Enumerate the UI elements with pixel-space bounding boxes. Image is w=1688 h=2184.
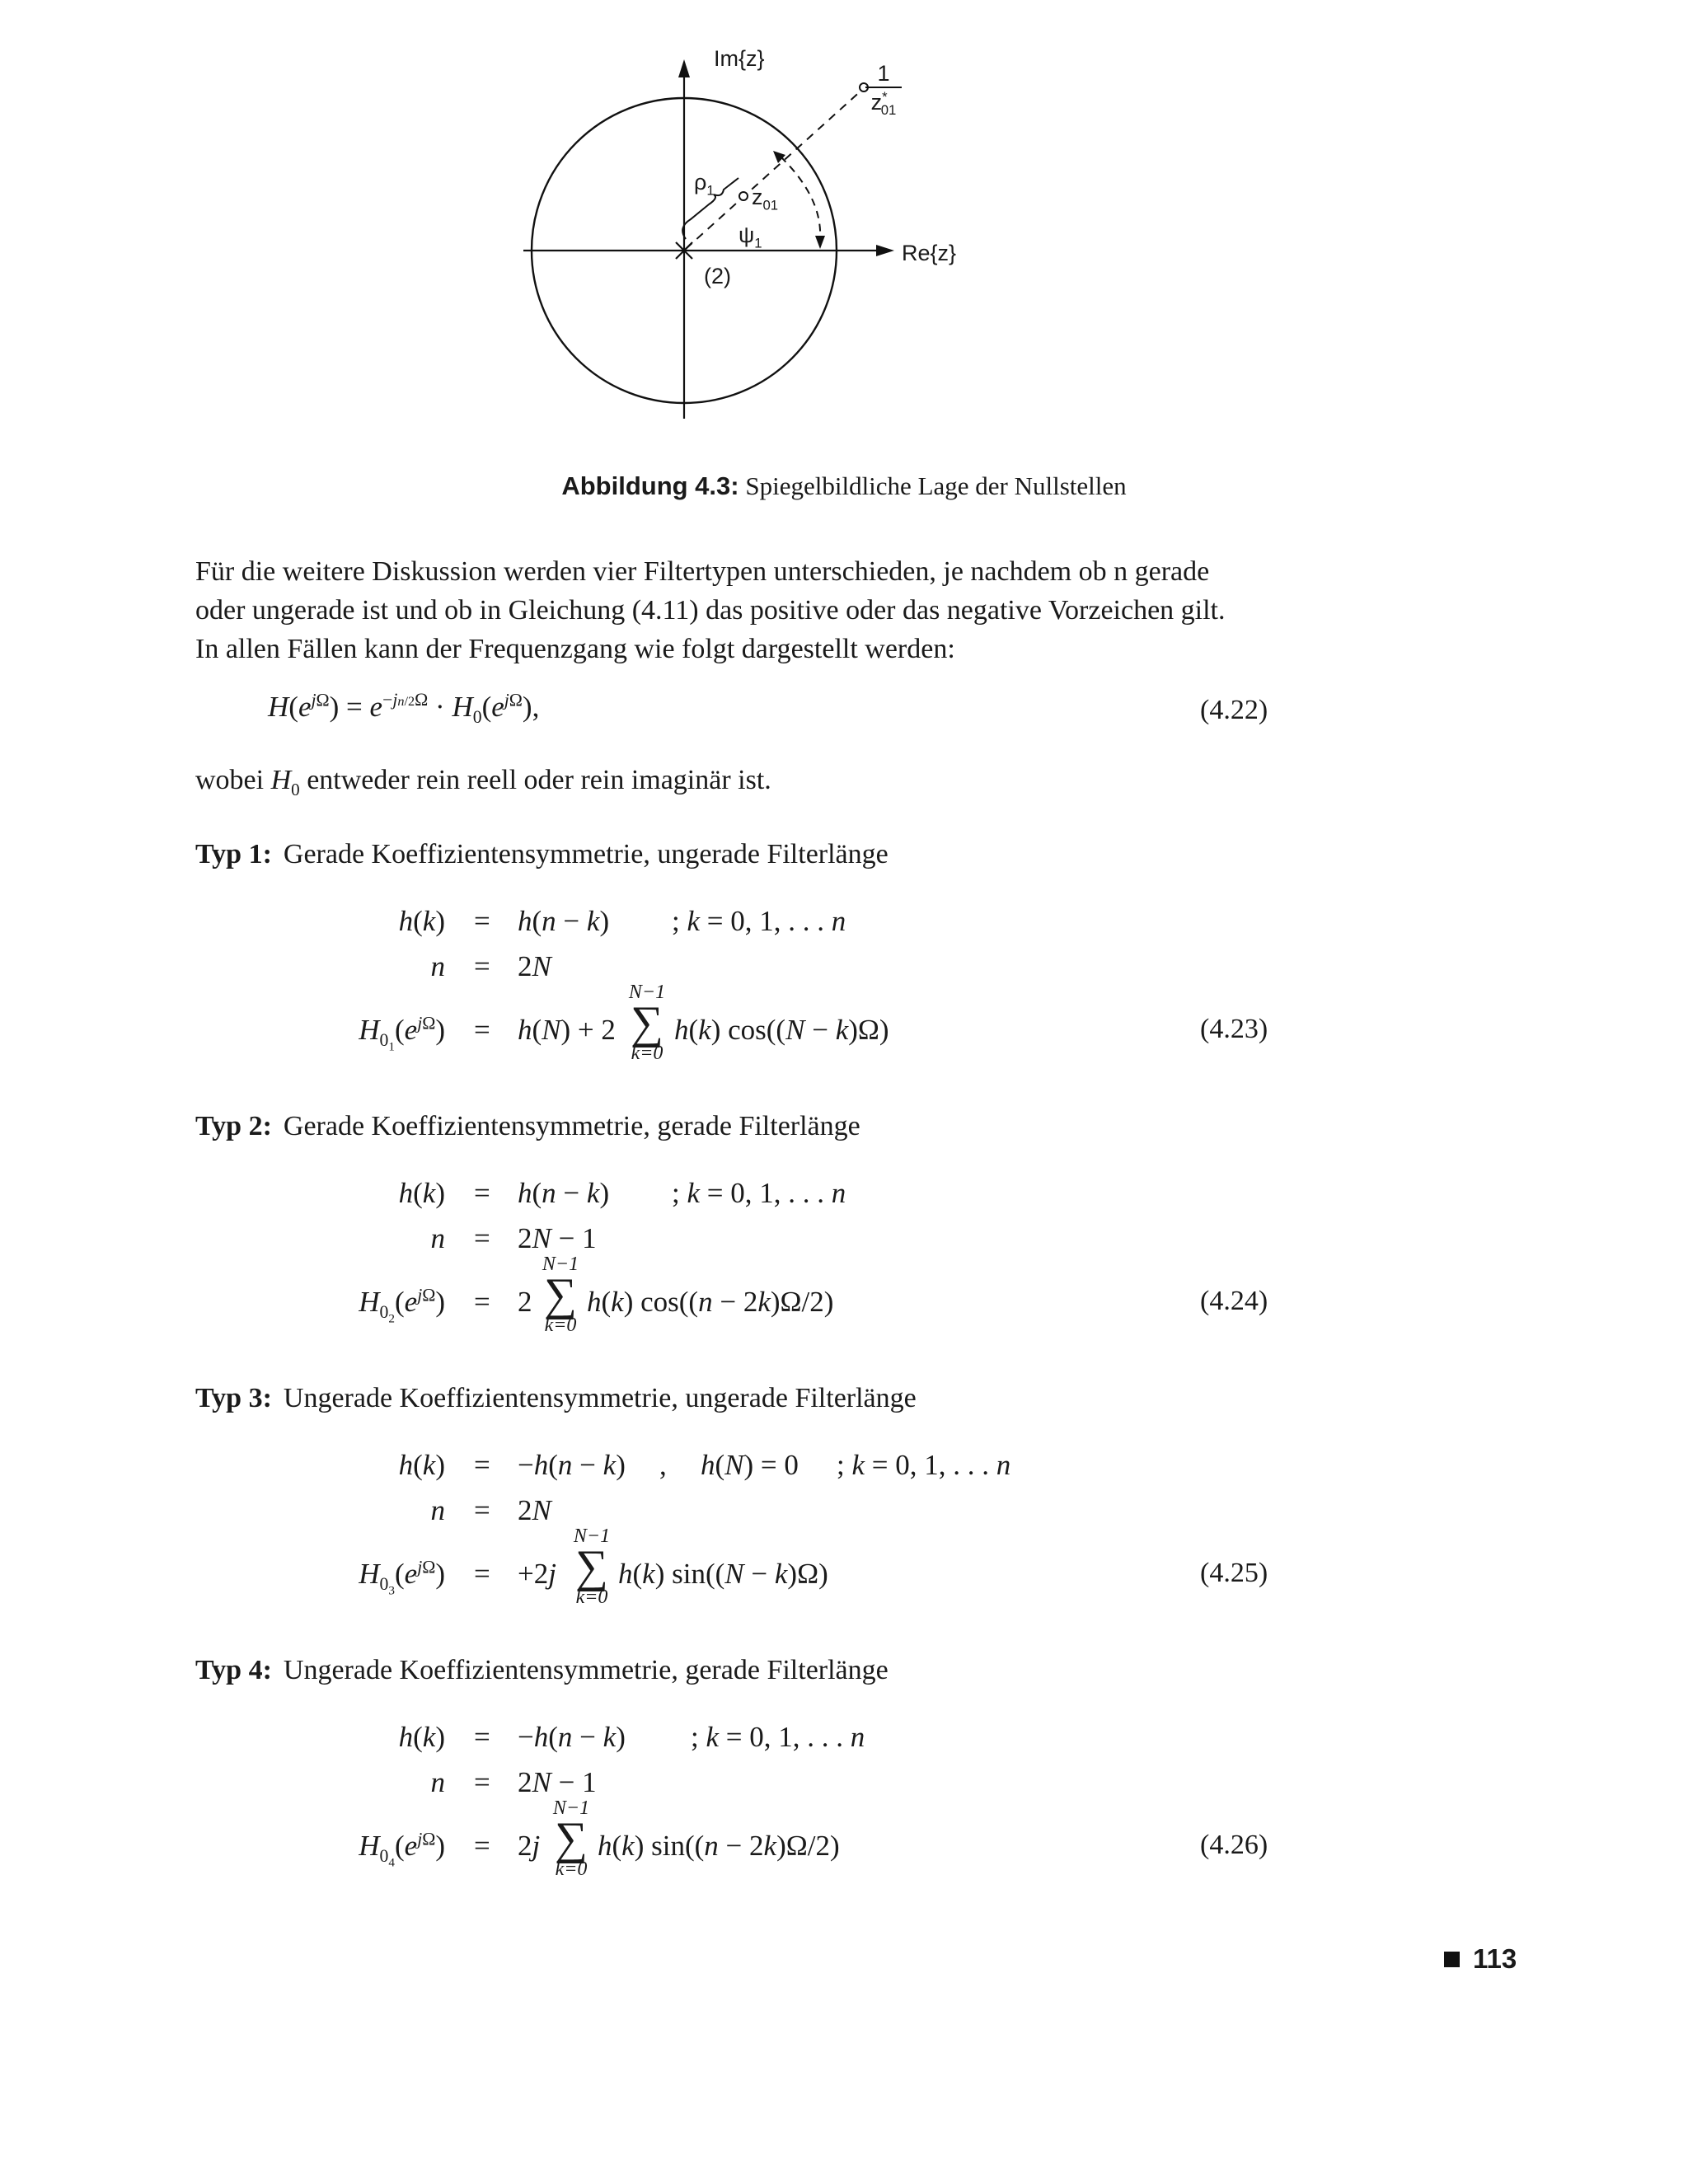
real-axis-arrow bbox=[876, 245, 894, 256]
im-axis-label: Im{z} bbox=[714, 46, 765, 71]
caption-text: Spiegelbildliche Lage der Nullstellen bbox=[745, 471, 1127, 500]
equation-number-4-25: (4.25) bbox=[1200, 1558, 1268, 1588]
equation-number-4-24: (4.24) bbox=[1200, 1286, 1268, 1316]
angle-arc bbox=[781, 157, 820, 239]
intro-line-3: In allen Fällen kann der Frequenzgang wie folgt dargestellt werden: bbox=[195, 634, 955, 664]
psi-label: $\psi_1$ bbox=[738, 223, 762, 251]
rho-label: $\rho_1$ bbox=[694, 170, 715, 199]
type-1-heading: Typ 1: Gerade Koeffizientensymmetrie, ungerade Filterlänge bbox=[195, 839, 889, 869]
equation-number-4-26: (4.26) bbox=[1200, 1830, 1268, 1860]
zero-z01-marker bbox=[739, 192, 748, 200]
imag-axis-arrow bbox=[678, 59, 690, 77]
intro-line-1: Für die weitere Diskussion werden vier Filtertypen unterschieden, je nachdem ob n gerade bbox=[195, 556, 1210, 587]
equation-number-4-22: (4.22) bbox=[1200, 695, 1268, 725]
equation-4-22: $H(e^{j\Omega}) = e^{-jn/2\Omega} \cdot H_0(e^{j\Omega})$, bbox=[268, 690, 540, 727]
type-2-heading: Typ 2: Gerade Koeffizientensymmetrie, gerade Filterlänge bbox=[195, 1111, 860, 1141]
caption-label: Abbildung 4.3: bbox=[561, 471, 739, 500]
type-3-heading: Typ 3: Ungerade Koeffizientensymmetrie, ungerade Filterlänge bbox=[195, 1383, 917, 1413]
z01-label: $z_{01}$ bbox=[752, 185, 779, 213]
dashed-ray bbox=[686, 89, 863, 249]
intro-line-2: oder ungerade ist und ob in Gleichung (4.11) das positive oder das negative Vorzeichen gilt. bbox=[195, 595, 1226, 626]
multiplicity-label: (2) bbox=[704, 264, 731, 288]
page-marker-square bbox=[1444, 1952, 1460, 1967]
intro-paragraph bbox=[195, 552, 1292, 668]
mirror-zero-label: 1 $z^*_{01}$ bbox=[865, 63, 902, 114]
re-axis-label: Re{z} bbox=[902, 241, 957, 265]
equation-number-4-23: (4.23) bbox=[1200, 1014, 1268, 1044]
type-4-heading: Typ 4: Ungerade Koeffizientensymmetrie, gerade Filterlänge bbox=[195, 1655, 889, 1685]
figure-caption bbox=[0, 471, 1688, 501]
after-equation-text: wobei $H_0$ entweder rein reell oder rein imaginär ist. bbox=[195, 765, 771, 799]
page-number: 113 bbox=[1444, 1943, 1517, 1975]
